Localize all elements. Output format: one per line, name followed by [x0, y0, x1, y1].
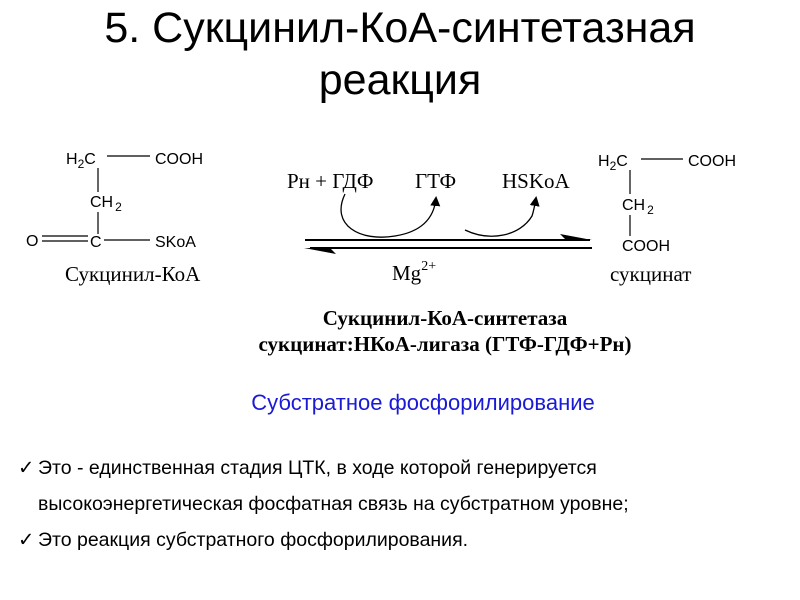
hskoa-label: HSKoA [502, 169, 570, 193]
bullet-item [18, 522, 788, 558]
product-ch2: CH $_2$ [622, 197, 654, 217]
product-name: сукцинат [610, 262, 692, 286]
gtf-label: ГТФ [415, 169, 457, 193]
bullet-list [18, 450, 788, 558]
reactant-name: Сукцинил-КоА [65, 262, 201, 286]
bullet-text: Это реакция субстратного фосфорилирования. [38, 529, 469, 551]
check-mark-icon: ✓ [18, 529, 35, 551]
mg-cofactor-label: $Mg^{2+}$ [392, 259, 437, 285]
reactant-cooh: COOH [155, 151, 203, 168]
check-mark-icon: ✓ [18, 457, 35, 479]
reactant-carbon: C [90, 234, 102, 251]
succinyl-coa-structure [26, 151, 203, 286]
section-subtitle: Субстратное фосфорилирование [251, 390, 595, 415]
bullet-text: Это - единственная стадия ЦТК, в ходе которой генерируется высокоэнергетическая фосфатная связь на субстратном уровне; [38, 457, 629, 515]
title-line-2: реакция [318, 56, 482, 104]
product-cooh-top: COOH [688, 153, 736, 170]
reaction-arrows [287, 169, 592, 285]
reactant-h2c: $H_2C$ [66, 151, 96, 171]
reactant-oxygen: O [26, 233, 39, 250]
pn-gdf-label: Рн + ГДФ [287, 169, 374, 193]
enzyme-systematic-name: сукцинат:НКоА-лигаза (ГТФ-ГДФ+Рн) [258, 332, 632, 356]
enzyme-name: Сукцинил-КоА-синтетаза [322, 306, 568, 330]
gdp-to-gtp-curved-arrow [341, 194, 436, 237]
title-line-1: 5. Сукцинил-КоА-синтетазная [104, 4, 696, 52]
reactant-ch2: CH $_2$ [90, 194, 122, 214]
enzyme-name-block [215, 305, 675, 357]
product-cooh-bottom: COOH [622, 238, 670, 255]
product-h2c: $H_2C$ [598, 153, 628, 173]
succinate-structure [598, 153, 736, 286]
bullet-item [18, 450, 788, 522]
reactant-skoa: SKoA [155, 234, 196, 251]
hskoa-release-curved-arrow [465, 198, 536, 236]
